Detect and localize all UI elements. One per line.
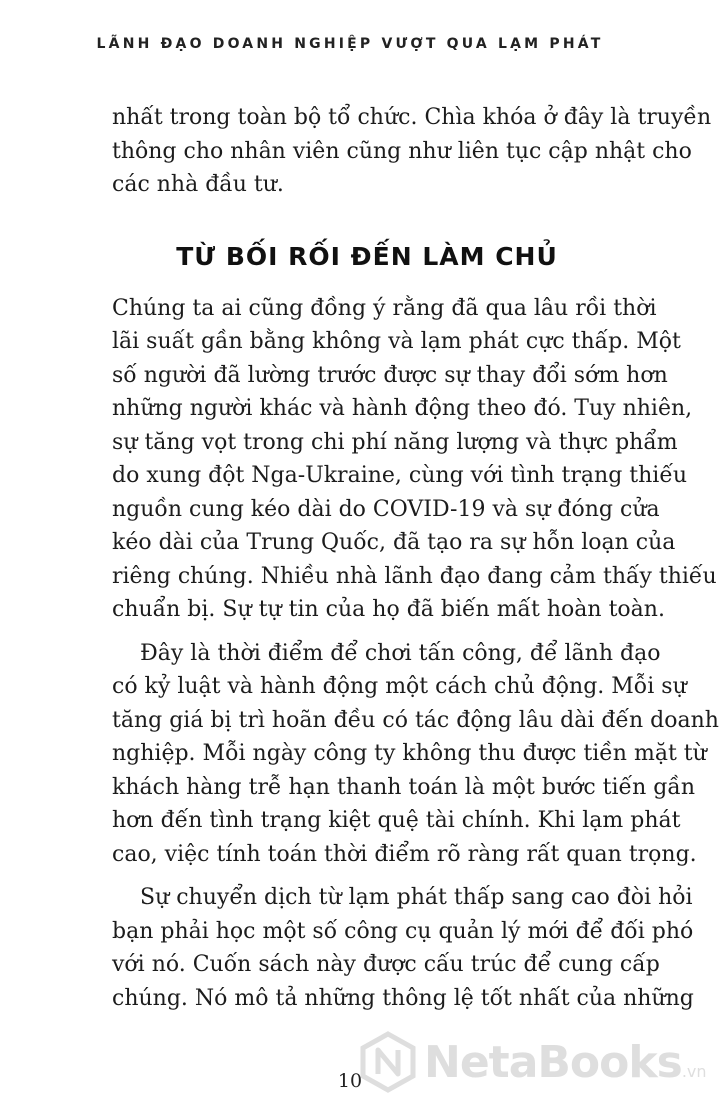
text-line: chuẩn bị. Sự tự tin của họ đã biến mất hoàn toàn.: [112, 597, 665, 622]
text-line: do xung đột Nga-Ukraine, cùng với tình trạng thiếu: [112, 463, 688, 488]
watermark: [360, 1032, 707, 1092]
text-line: Chúng ta ai cũng đồng ý rằng đã qua lâu rồi thời: [112, 295, 657, 321]
text-line: thông cho nhân viên cũng như liên tục cập nhật cho: [112, 138, 692, 164]
paragraph: [112, 881, 694, 1015]
text-line: với nó. Cuốn sách này được cấu trúc để cung cấp: [112, 952, 660, 977]
paragraph: [112, 637, 719, 872]
page-body: [112, 101, 719, 1015]
paragraph: [112, 292, 717, 627]
text-line: nguồn cung kéo dài do COVID-19 và sự đóng cửa: [112, 496, 660, 522]
text-line: cao, việc tính toán thời điểm rõ ràng rất quan trọng.: [112, 841, 697, 867]
text-line: chúng. Nó mô tả những thông lệ tốt nhất của những: [112, 985, 694, 1011]
text-line: Đây là thời điểm để chơi tấn công, để lãnh đạo: [140, 640, 661, 666]
text-line: hơn đến tình trạng kiệt quệ tài chính. Khi lạm phát: [112, 808, 681, 833]
text-line: có kỷ luật và hành động một cách chủ động. Mỗi sự: [112, 674, 687, 699]
text-line: Sự chuyển dịch từ lạm phát thấp sang cao đòi hỏi: [140, 885, 693, 910]
watermark-brand: NetaBooks.vn: [424, 1036, 707, 1088]
text-line: lãi suất gần bằng không và lạm phát cực thấp. Một: [112, 329, 681, 354]
text-line: riêng chúng. Nhiều nhà lãnh đạo đang cảm thấy thiếu: [112, 563, 717, 589]
text-line: sự tăng vọt trong chi phí năng lượng và thực phẩm: [112, 429, 678, 455]
section-heading: TỪ BỐI RỐI ĐẾN LÀM CHỦ: [176, 241, 558, 271]
page-number: 10: [337, 1070, 363, 1092]
text-line: các nhà đầu tư.: [112, 172, 284, 197]
text-line: tăng giá bị trì hoãn đều có tác động lâu dài đến doanh: [112, 707, 719, 733]
text-line: khách hàng trễ hạn thanh toán là một bước tiến gần: [112, 774, 695, 800]
running-header: LÃNH ĐẠO DOANH NGHIỆP VƯỢT QUA LẠM PHÁT: [96, 36, 604, 52]
text-line: nghiệp. Mỗi ngày công ty không thu được tiền mặt từ: [112, 741, 707, 766]
text-line: bạn phải học một số công cụ quản lý mới để đối phó: [112, 918, 694, 944]
text-line: số người đã lường trước được sự thay đổi sớm hơn: [112, 362, 668, 388]
text-line: kéo dài của Trung Quốc, đã tạo ra sự hỗn loạn của: [112, 530, 676, 555]
text-line: nhất trong toàn bộ tổ chức. Chìa khóa ở đây là truyền: [112, 105, 712, 130]
paragraph-continued: [112, 101, 712, 202]
text-line: những người khác và hành động theo đó. Tuy nhiên,: [112, 396, 693, 421]
netabooks-logo-icon: [360, 1032, 416, 1092]
